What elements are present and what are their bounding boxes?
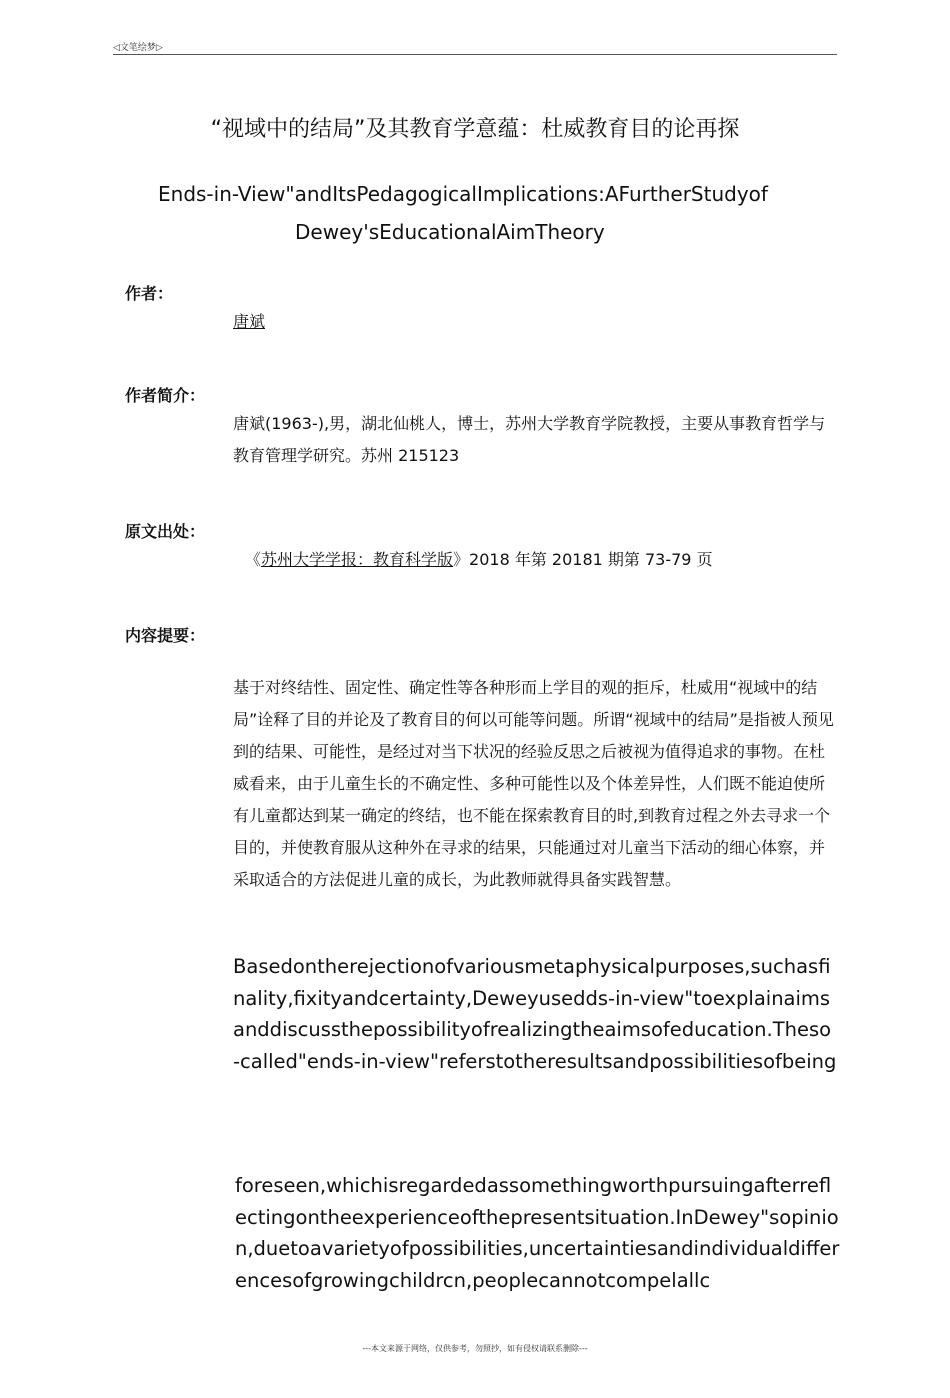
footer-disclaimer: ---本文来源于网络，仅供参考，勿照抄，如有侵权请联系删除---: [362, 1344, 588, 1353]
abstract-english-part1: Basedontherejectionofvariousmetaphysicalpurposes,suchasfinality,fixityandcertainty,Deweyusedds-in-view"toexplainaims anddiscussthepossibilityofrealizingtheaimsofeducation.Theso-called"ends-in-view"referstotheresultsandpossibilitiesofbeing: [233, 955, 837, 1073]
header-label: ◁文笔绘梦▷: [113, 43, 163, 53]
author-bio-text: 唐斌(1963-),男，湖北仙桃人，博士，苏州大学教育学院教授，主要从事教育哲学与教育管理学研究。苏州 215123: [233, 414, 826, 465]
abstract-english-part2: foreseen,whichisregardedassomethingworthpursuingafterreflectingontheexperienceofthepresentsituation.InDewey"sopinion,duetoavarietyofpossibilities,uncertaintiesandindividualdifferencesofgrowingchildrcn,peoplecannotcompelallc: [235, 1174, 840, 1292]
source-text: [245, 544, 850, 576]
abstract-label: 内容提要：: [125, 626, 206, 645]
title-english-line1: Ends-in-View"andItsPedagogicalImplications:AFurtherStudyof: [158, 182, 768, 206]
source-bracket-open: 《: [245, 550, 262, 569]
source-label: 原文出处：: [125, 522, 206, 541]
source-journal-link[interactable]: 苏州大学学报：教育科学版: [261, 550, 454, 569]
author-name-link[interactable]: 唐斌: [233, 312, 266, 331]
source-issue-pages: 》2018 年第 20181 期第 73-79 页: [453, 550, 713, 569]
author-label: 作者：: [125, 284, 174, 303]
title-english-line2: Dewey'sEducationalAimTheory: [295, 220, 605, 244]
title-chinese: “视域中的结局”及其教育学意蕴：杜威教育目的论再探: [210, 117, 740, 142]
header-divider: [113, 54, 837, 55]
author-bio-label: 作者简介：: [125, 386, 206, 405]
abstract-chinese: 基于对终结性、固定性、确定性等各种形而上学目的观的拒斥，杜威用“视域中的结局”诠释了目的并论及了教育目的何以可能等问题。所谓“视域中的结局”是指被人预见到的结果、可能性，是经过对当下状况的经验反思之后被视为值得追求的事物。在杜威看来，由于儿童生长的不确定性、多种可能性以及个体差异性，人们既不能迫使所有儿童都达到某一确定的终结，也不能在探索教育目的时,到教育过程之外去寻求一个目的，并使教育服从这种外在寻求的结果，只能通过对儿童当下活动的细心体察，并采取适合的方法促进儿童的成长，为此教师就得具备实践智慧。: [233, 678, 834, 889]
title-english: [158, 175, 798, 251]
